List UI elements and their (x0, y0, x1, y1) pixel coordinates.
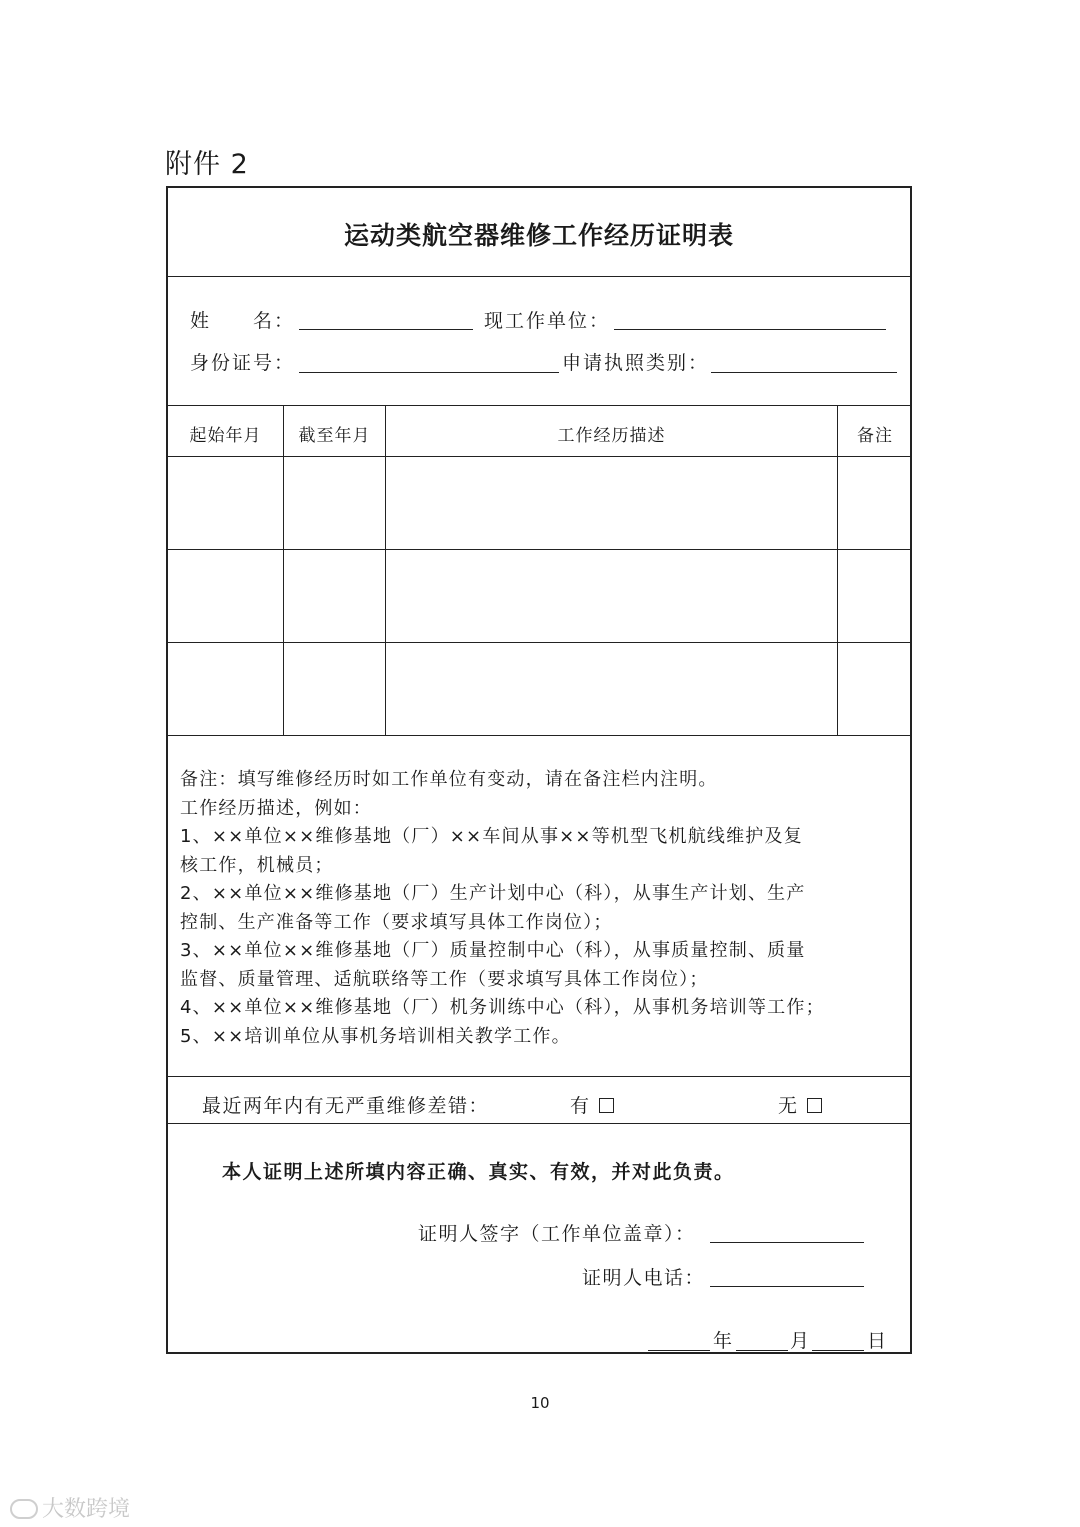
divider-info (168, 405, 910, 406)
employer-label: 现工作单位： (484, 310, 611, 332)
note-line: 工作经历描述，例如： (180, 797, 372, 819)
error-question: 最近两年内有无严重维修差错： (202, 1095, 490, 1117)
note-line: 监督、质量管理、适航联络等工作（要求填写具体工作岗位）； (180, 968, 709, 990)
note-line: 备注：填写维修经历时如工作单位有变动，请在备注栏内注明。 (180, 769, 718, 790)
attachment-label: 附件 2 (165, 149, 249, 180)
name-field[interactable] (299, 329, 473, 330)
header-start-date: 起始年月 (189, 426, 262, 446)
option-no[interactable] (778, 1091, 822, 1118)
option-yes[interactable] (570, 1091, 614, 1118)
phone-field[interactable] (710, 1286, 864, 1287)
divider-title (168, 276, 910, 277)
watermark-text: 大数跨境 (42, 1497, 131, 1522)
table-col-divider (385, 405, 386, 735)
date-year-field[interactable] (648, 1350, 710, 1351)
certificate-form (166, 186, 912, 1354)
phone-label: 证明人电话： (582, 1267, 706, 1289)
checkbox-yes[interactable] (599, 1098, 614, 1113)
note-line: 3、××单位××维修基地（厂）质量控制中心（科），从事质量控制、质量 (180, 940, 806, 961)
header-remarks: 备注 (857, 426, 893, 446)
id-number-label: 身份证号： (190, 352, 296, 374)
note-line: 核工作，机械员； (180, 854, 334, 876)
header-description: 工作经历描述 (557, 426, 666, 446)
note-line: 控制、生产准备等工作（要求填写具体工作岗位）； (180, 911, 613, 933)
name-label: 姓 名： (190, 310, 296, 332)
divider-notes (168, 1076, 910, 1077)
option-yes-label: 有 (570, 1095, 591, 1117)
signature-field[interactable] (710, 1242, 864, 1243)
table-row-divider (168, 642, 910, 643)
watermark-logo-icon (10, 1499, 38, 1519)
signature-label: 证明人签字（工作单位盖章）： (418, 1223, 696, 1245)
declaration-text: 本人证明上述所填内容正确、真实、有效，并对此负责。 (222, 1161, 735, 1183)
option-no-label: 无 (778, 1095, 799, 1117)
table-col-divider (283, 405, 284, 735)
header-end-date: 截至年月 (298, 426, 371, 446)
note-line: 5、××培训单位从事机务培训相关教学工作。 (180, 1025, 571, 1047)
table-bottom-divider (168, 735, 910, 736)
table-col-divider (837, 405, 838, 735)
table-row-divider (168, 456, 910, 457)
table-row-divider (168, 549, 910, 550)
id-number-field[interactable] (299, 372, 559, 373)
date-month-field[interactable] (736, 1350, 788, 1351)
note-line: 1、××单位××维修基地（厂）××车间从事××等机型飞机航线维护及复 (180, 826, 803, 847)
notes-section (180, 766, 910, 1051)
license-category-label: 申请执照类别： (562, 352, 710, 374)
page-number: 10 (530, 1394, 550, 1412)
divider-question (168, 1123, 910, 1124)
date-day-label: 日 (867, 1330, 888, 1352)
note-line: 2、××单位××维修基地（厂）生产计划中心（科），从事生产计划、生产 (180, 883, 806, 904)
date-day-field[interactable] (812, 1350, 864, 1351)
form-title: 运动类航空器维修工作经历证明表 (343, 221, 734, 250)
date-month-label: 月 (790, 1330, 811, 1352)
license-category-field[interactable] (711, 372, 897, 373)
watermark (10, 1492, 130, 1523)
date-year-label: 年 (713, 1330, 734, 1352)
note-line: 4、××单位××维修基地（厂）机务训练中心（科），从事机务培训等工作； (180, 997, 825, 1018)
checkbox-no[interactable] (807, 1098, 822, 1113)
employer-field[interactable] (614, 329, 886, 330)
